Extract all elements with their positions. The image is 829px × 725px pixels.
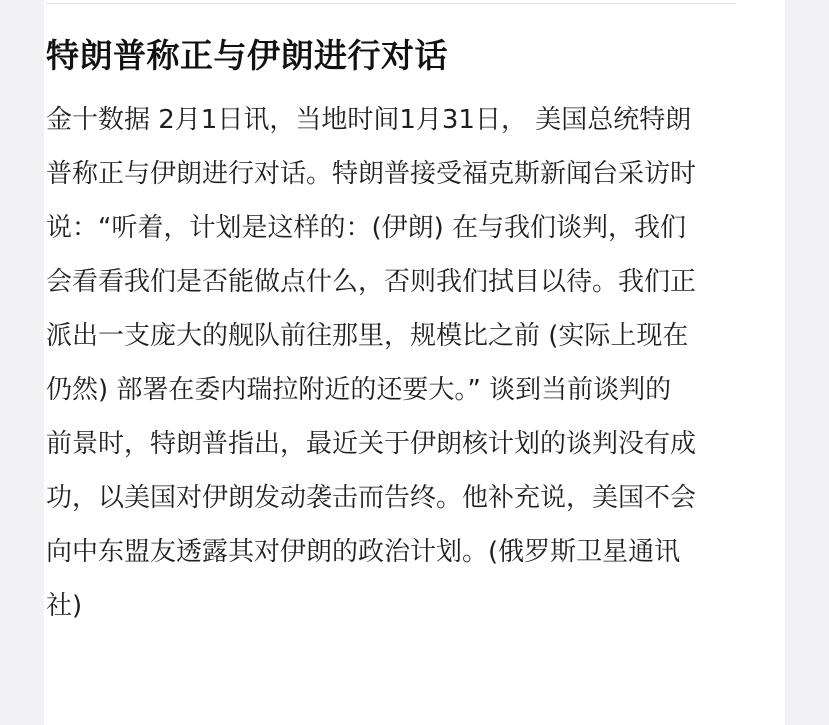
article-title: 特朗普称正与伊朗进行对话 (46, 36, 448, 75)
top-divider (46, 3, 736, 4)
article-body: 金十数据 2月1日讯，当地时间1月31日， 美国总统特朗普称正与伊朗进行对话。特朗普接受福克斯新闻台采访时说：“听着，计划是这样的：(伊朗) 在与我们谈判，我们会看看我们是否能做点什么，否则我们拭目以待。我们正派出一支庞大的舰队前往那里，规模比之前 (实际上现在仍然) 部署在委内瑞拉附近的还要大。” 谈到当前谈判的前景时，特朗普指出，最近关于伊朗核计划的谈判没有成功，以美国对伊朗发动袭击而告终。他补充说，美国不会向中东盟友透露其对伊朗的政治计划。(俄罗斯卫星通讯社) (46, 105, 697, 621)
article-container (46, 32, 696, 633)
